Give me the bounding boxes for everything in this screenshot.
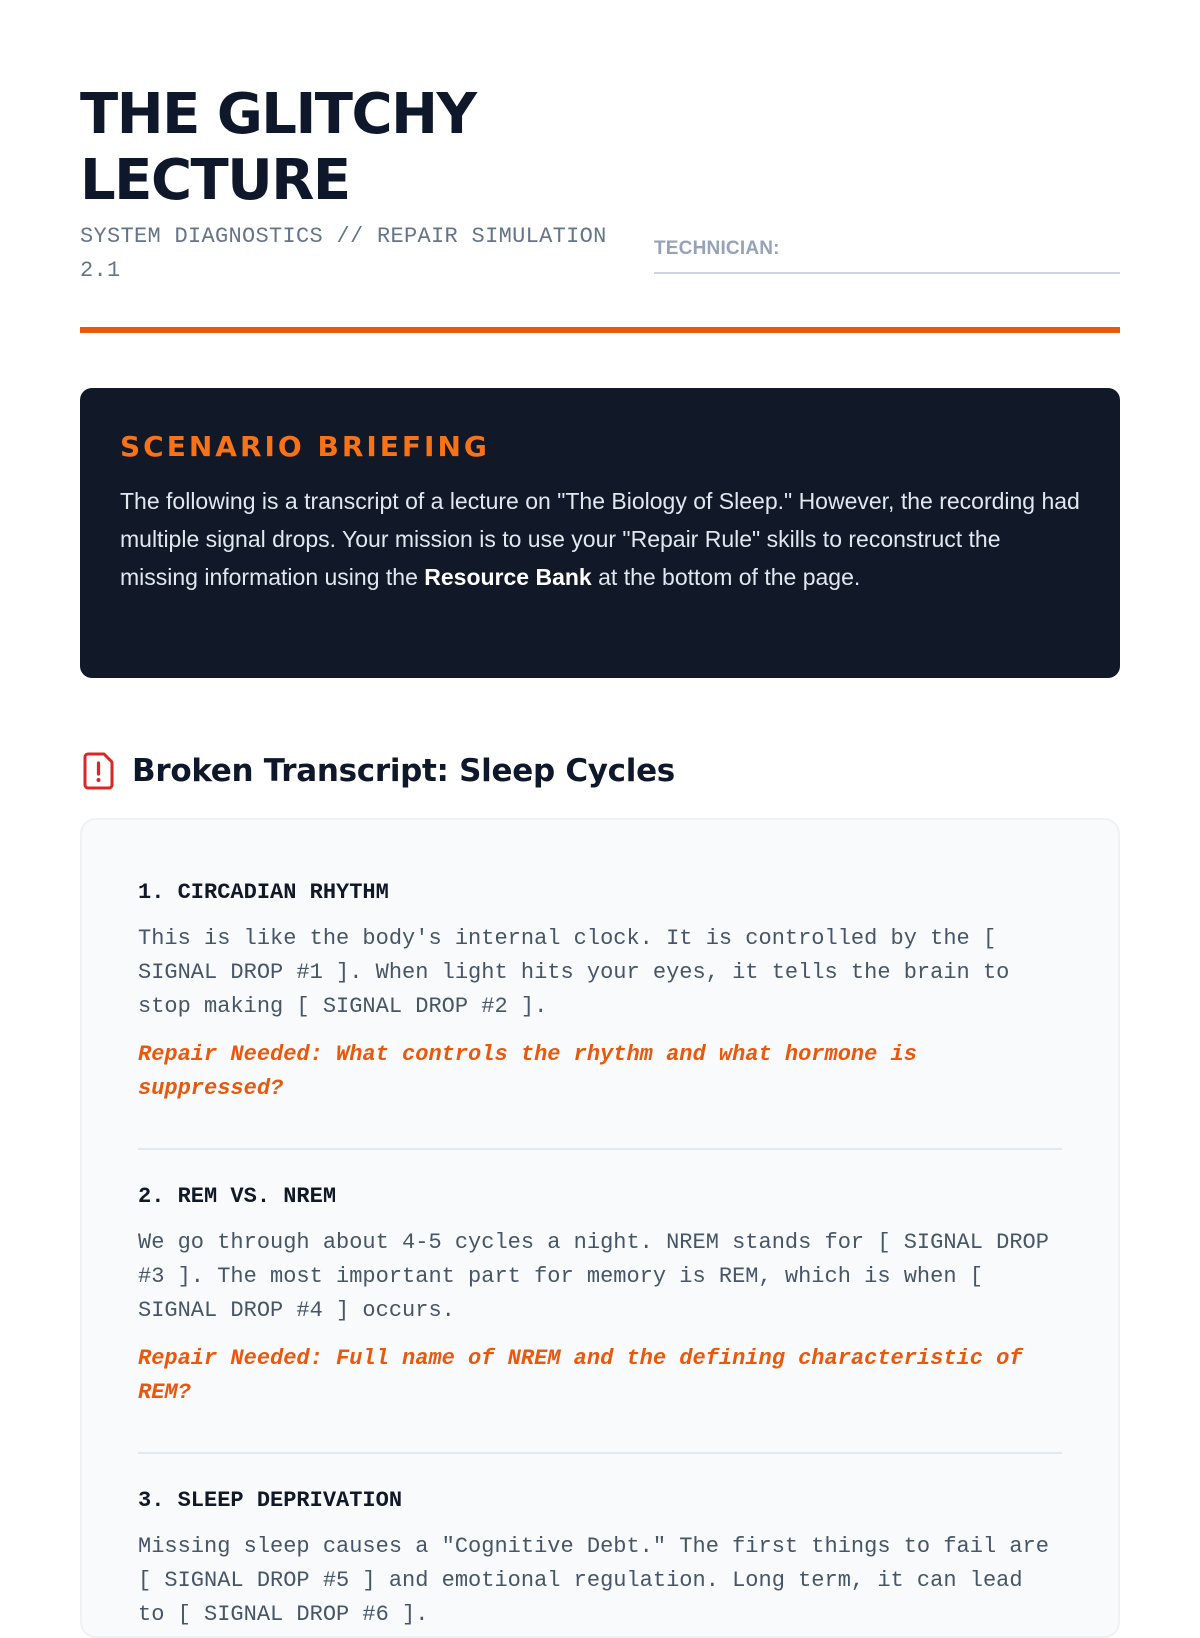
briefing-text-resource-bank: Resource Bank — [424, 564, 592, 590]
worksheet-page — [80, 0, 1120, 1627]
transcript-segment — [138, 1148, 1062, 1410]
technician-input[interactable] — [794, 232, 1114, 268]
transcript-card — [80, 818, 1120, 1638]
briefing-title: SCENARIO BRIEFING — [120, 430, 490, 463]
alert-icon — [80, 751, 118, 791]
transcript-segment — [138, 1452, 1062, 1632]
section-title: Broken Transcript: Sleep Cycles — [132, 753, 675, 789]
technician-label: TECHNICIAN: — [654, 238, 780, 259]
scenario-briefing — [80, 388, 1120, 678]
header — [80, 0, 1120, 332]
segment-title: 2. REM VS. NREM — [138, 1184, 337, 1209]
page-title: THE GLITCHY LECTURE — [80, 82, 476, 213]
briefing-text-outro: at the bottom of the page. — [591, 564, 861, 590]
repair-prompt: Repair Needed: Full name of NREM and the defining characteristic of REM? — [138, 1346, 1023, 1405]
briefing-text — [120, 482, 1080, 596]
technician-field — [654, 230, 1120, 274]
segment-body: This is like the body's internal clock. It is controlled by the [ SIGNAL DROP #1 ]. When light hits your eyes, it tells the brain to stop making [ SIGNAL DROP #2 ]. — [138, 926, 1010, 1019]
segment-title: 3. SLEEP DEPRIVATION — [138, 1488, 403, 1513]
segment-title: 1. CIRCADIAN RHYTHM — [138, 880, 389, 905]
transcript-heading — [80, 746, 1120, 796]
segment-body: We go through about 4-5 cycles a night. NREM stands for [ SIGNAL DROP #3 ]. The most important part for memory is REM, which is when [ SIGNAL DROP #4 ] occurs. — [138, 1230, 1049, 1323]
transcript-segment — [138, 820, 1062, 1106]
repair-prompt: Repair Needed: What controls the rhythm and what hormone is suppressed? — [138, 1042, 917, 1101]
segment-body: Missing sleep causes a "Cognitive Debt." The first things to fail are [ SIGNAL DROP #5 ] and emotional regulation. Long term, it can lead to [ SIGNAL DROP #6 ]. — [138, 1534, 1049, 1627]
header-divider — [80, 327, 1120, 333]
briefing-text-intro: The following is a transcript of a lecture on "The Biology of Sleep." However, the recording had multiple signal drops. Your mission is to use your "Repair Rule" skills to reconstruct the missing information using the — [120, 488, 1080, 590]
page-subtitle: SYSTEM DIAGNOSTICS // REPAIR SIMULATION 2.1 — [80, 224, 607, 283]
